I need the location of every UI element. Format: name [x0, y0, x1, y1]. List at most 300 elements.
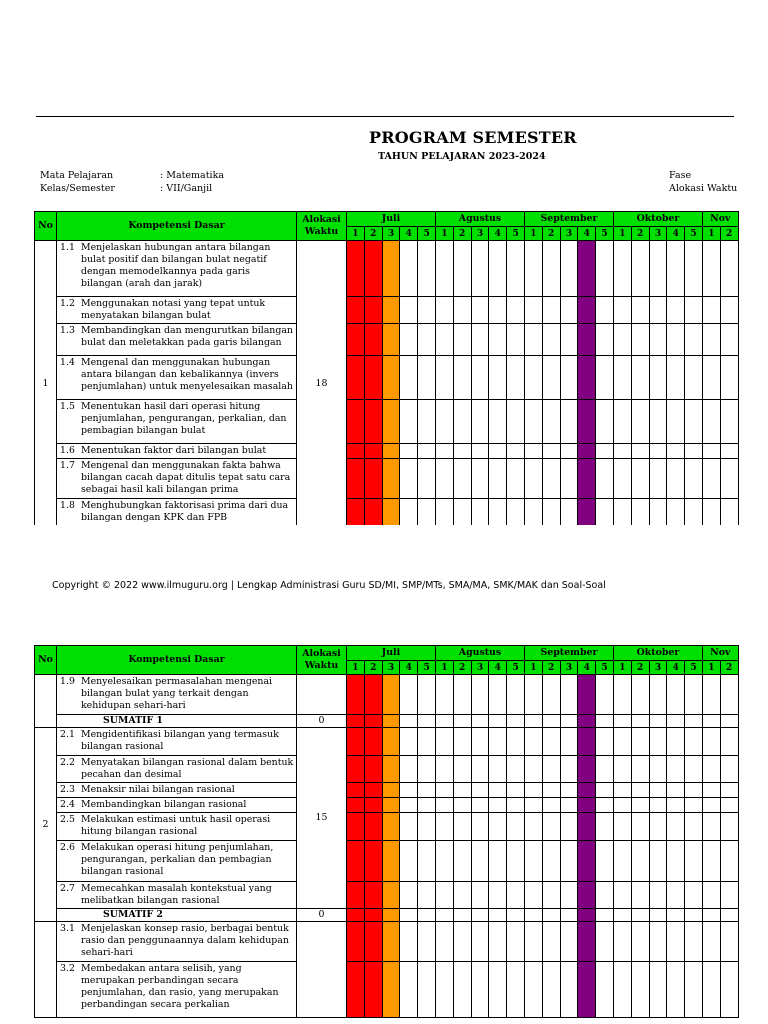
schedule-cell — [471, 324, 489, 356]
schedule-cell — [507, 444, 525, 459]
schedule-cell — [347, 675, 365, 715]
schedule-cell — [489, 756, 507, 783]
schedule-cell — [400, 841, 418, 882]
schedule-cell — [524, 675, 542, 715]
schedule-cell — [596, 798, 614, 813]
schedule-cell — [596, 909, 614, 922]
schedule-cell — [560, 728, 578, 756]
schedule-cell — [507, 715, 525, 728]
schedule-cell — [613, 841, 631, 882]
schedule-cell — [649, 922, 667, 962]
schedule-cell — [507, 297, 525, 324]
schedule-cell — [667, 798, 685, 813]
schedule-cell — [702, 841, 720, 882]
schedule-cell — [631, 882, 649, 909]
schedule-cell — [418, 444, 436, 459]
group-number-empty — [35, 675, 57, 728]
schedule-cell — [453, 798, 471, 813]
schedule-cell — [578, 728, 596, 756]
week-number: 1 — [613, 227, 631, 241]
schedule-cell — [613, 356, 631, 400]
schedule-cell — [649, 499, 667, 526]
schedule-cell — [364, 813, 382, 841]
kd-item: 2.5 Melakukan estimasi untuk hasil operasi hitung bilangan rasional — [57, 813, 297, 841]
schedule-cell — [578, 715, 596, 728]
schedule-cell — [613, 499, 631, 526]
schedule-cell — [418, 400, 436, 444]
schedule-cell — [613, 459, 631, 499]
schedule-cell — [364, 675, 382, 715]
schedule-cell — [702, 798, 720, 813]
schedule-cell — [364, 324, 382, 356]
schedule-cell — [347, 356, 365, 400]
schedule-cell — [382, 499, 400, 526]
schedule-cell — [524, 459, 542, 499]
schedule-cell — [649, 241, 667, 297]
schedule-cell — [489, 297, 507, 324]
alokasi-value: 18 — [297, 241, 347, 526]
schedule-cell — [507, 909, 525, 922]
schedule-cell — [347, 324, 365, 356]
schedule-cell — [507, 783, 525, 798]
schedule-cell — [347, 459, 365, 499]
schedule-cell — [453, 756, 471, 783]
kd-item: 2.3 Menaksir nilai bilangan rasional — [57, 783, 297, 798]
week-number: 1 — [347, 661, 365, 675]
schedule-cell — [649, 324, 667, 356]
kd-item: 1.3 Membandingkan dan mengurutkan bilangan bulat dan meletakkan pada garis bilangan — [57, 324, 297, 356]
schedule-cell — [560, 715, 578, 728]
schedule-cell — [578, 798, 596, 813]
schedule-cell — [435, 798, 453, 813]
schedule-cell — [631, 783, 649, 798]
schedule-cell — [578, 400, 596, 444]
schedule-cell — [524, 400, 542, 444]
schedule-cell — [702, 444, 720, 459]
schedule-cell — [578, 356, 596, 400]
schedule-cell — [507, 324, 525, 356]
schedule-cell — [720, 715, 738, 728]
schedule-cell — [578, 756, 596, 783]
month-juli: Juli — [347, 646, 436, 661]
schedule-cell — [453, 783, 471, 798]
schedule-cell — [418, 675, 436, 715]
schedule-cell — [524, 841, 542, 882]
schedule-cell — [667, 813, 685, 841]
schedule-cell — [596, 813, 614, 841]
schedule-cell — [524, 756, 542, 783]
schedule-cell — [542, 499, 560, 526]
kd-item: 2.2 Menyatakan bilangan rasional dalam bentuk pecahan dan desimal — [57, 756, 297, 783]
week-number: 2 — [542, 227, 560, 241]
schedule-cell — [720, 675, 738, 715]
week-number: 4 — [489, 227, 507, 241]
schedule-cell — [613, 962, 631, 1018]
schedule-cell — [489, 813, 507, 841]
schedule-cell — [418, 356, 436, 400]
schedule-cell — [685, 241, 703, 297]
schedule-cell — [631, 400, 649, 444]
month-nov: Nov — [702, 646, 738, 661]
schedule-cell — [578, 324, 596, 356]
schedule-cell — [382, 715, 400, 728]
schedule-cell — [382, 882, 400, 909]
schedule-cell — [524, 783, 542, 798]
alokasi-empty — [297, 675, 347, 715]
schedule-cell — [418, 756, 436, 783]
schedule-cell — [347, 499, 365, 526]
schedule-cell — [453, 297, 471, 324]
week-number: 5 — [685, 661, 703, 675]
schedule-cell — [685, 728, 703, 756]
schedule-cell — [596, 241, 614, 297]
week-number: 1 — [613, 661, 631, 675]
schedule-cell — [489, 241, 507, 297]
schedule-cell — [524, 324, 542, 356]
month-agustus: Agustus — [435, 646, 524, 661]
schedule-cell — [471, 297, 489, 324]
kd-item: 1.2 Menggunakan notasi yang tepat untuk menyatakan bilangan bulat — [57, 297, 297, 324]
schedule-cell — [364, 922, 382, 962]
schedule-cell — [667, 324, 685, 356]
schedule-cell — [667, 499, 685, 526]
schedule-cell — [702, 715, 720, 728]
schedule-cell — [382, 241, 400, 297]
schedule-cell — [631, 499, 649, 526]
sumatif-alokasi: 0 — [297, 715, 347, 728]
schedule-cell — [489, 909, 507, 922]
schedule-cell — [418, 909, 436, 922]
schedule-cell — [631, 728, 649, 756]
schedule-cell — [347, 882, 365, 909]
schedule-cell — [613, 324, 631, 356]
schedule-cell — [471, 499, 489, 526]
schedule-cell — [578, 444, 596, 459]
schedule-cell — [418, 499, 436, 526]
schedule-cell — [471, 841, 489, 882]
schedule-cell — [613, 400, 631, 444]
schedule-cell — [596, 783, 614, 798]
schedule-cell — [471, 756, 489, 783]
schedule-cell — [631, 813, 649, 841]
page-title: PROGRAM SEMESTER — [369, 128, 577, 147]
schedule-cell — [560, 962, 578, 1018]
schedule-cell — [382, 798, 400, 813]
schedule-cell — [667, 922, 685, 962]
schedule-cell — [453, 841, 471, 882]
month-juli: Juli — [347, 212, 436, 227]
kd-item: 2.7 Memecahkan masalah kontekstual yang melibatkan bilangan rasional — [57, 882, 297, 909]
week-number: 1 — [524, 661, 542, 675]
schedule-cell — [471, 675, 489, 715]
schedule-cell — [400, 324, 418, 356]
schedule-cell — [435, 241, 453, 297]
schedule-cell — [453, 499, 471, 526]
schedule-cell — [382, 922, 400, 962]
schedule-cell — [720, 459, 738, 499]
schedule-cell — [596, 841, 614, 882]
schedule-cell — [702, 241, 720, 297]
schedule-cell — [613, 728, 631, 756]
schedule-cell — [649, 715, 667, 728]
schedule-cell — [649, 444, 667, 459]
schedule-cell — [418, 813, 436, 841]
schedule-cell — [364, 882, 382, 909]
schedule-cell — [560, 444, 578, 459]
schedule-cell — [702, 962, 720, 1018]
schedule-cell — [489, 324, 507, 356]
schedule-cell — [435, 813, 453, 841]
schedule-cell — [578, 241, 596, 297]
col-alokasi-waktu: Alokasi Waktu — [297, 212, 347, 241]
kd-item: 1.9 Menyelesaikan permasalahan mengenai bilangan bulat yang terkait dengan kehidupan sehari-hari — [57, 675, 297, 715]
schedule-cell — [382, 356, 400, 400]
schedule-cell — [400, 813, 418, 841]
schedule-cell — [667, 241, 685, 297]
week-number: 4 — [578, 661, 596, 675]
week-number: 1 — [435, 661, 453, 675]
schedule-cell — [685, 756, 703, 783]
schedule-cell — [578, 841, 596, 882]
schedule-cell — [720, 922, 738, 962]
program-table-2 — [34, 645, 754, 1024]
week-number: 3 — [382, 661, 400, 675]
schedule-cell — [720, 841, 738, 882]
schedule-cell — [382, 813, 400, 841]
schedule-cell — [364, 444, 382, 459]
schedule-cell — [347, 783, 365, 798]
week-number: 4 — [667, 227, 685, 241]
schedule-cell — [382, 400, 400, 444]
schedule-cell — [347, 756, 365, 783]
schedule-cell — [685, 715, 703, 728]
schedule-cell — [507, 241, 525, 297]
schedule-cell — [596, 324, 614, 356]
schedule-cell — [613, 813, 631, 841]
schedule-cell — [364, 909, 382, 922]
schedule-cell — [631, 324, 649, 356]
schedule-cell — [667, 841, 685, 882]
schedule-cell — [667, 444, 685, 459]
schedule-cell — [489, 400, 507, 444]
schedule-cell — [542, 756, 560, 783]
schedule-cell — [364, 728, 382, 756]
schedule-cell — [507, 922, 525, 962]
schedule-cell — [382, 909, 400, 922]
schedule-cell — [382, 324, 400, 356]
schedule-cell — [596, 444, 614, 459]
schedule-cell — [685, 356, 703, 400]
schedule-cell — [382, 444, 400, 459]
schedule-cell — [667, 909, 685, 922]
schedule-cell — [435, 841, 453, 882]
schedule-cell — [685, 783, 703, 798]
week-number: 3 — [471, 227, 489, 241]
schedule-cell — [649, 909, 667, 922]
schedule-cell — [702, 675, 720, 715]
schedule-cell — [382, 459, 400, 499]
schedule-cell — [364, 756, 382, 783]
schedule-cell — [364, 783, 382, 798]
schedule-cell — [702, 297, 720, 324]
schedule-cell — [613, 444, 631, 459]
schedule-cell — [400, 356, 418, 400]
schedule-cell — [489, 675, 507, 715]
schedule-cell — [400, 400, 418, 444]
schedule-cell — [542, 962, 560, 1018]
schedule-cell — [364, 798, 382, 813]
schedule-cell — [435, 499, 453, 526]
schedule-cell — [578, 909, 596, 922]
month-oktober: Oktober — [613, 646, 702, 661]
schedule-cell — [560, 675, 578, 715]
schedule-cell — [418, 798, 436, 813]
schedule-cell — [471, 715, 489, 728]
schedule-cell — [613, 922, 631, 962]
schedule-cell — [400, 675, 418, 715]
schedule-cell — [560, 459, 578, 499]
schedule-cell — [667, 675, 685, 715]
schedule-cell — [364, 297, 382, 324]
schedule-cell — [560, 756, 578, 783]
week-number: 4 — [578, 227, 596, 241]
week-number: 1 — [524, 227, 542, 241]
month-september: September — [524, 212, 613, 227]
schedule-cell — [649, 728, 667, 756]
schedule-cell — [400, 909, 418, 922]
kd-item: 1.7 Mengenal dan menggunakan fakta bahwa bilangan cacah dapat ditulis tepat satu cara sebagai hasil kali bilangan prima — [57, 459, 297, 499]
schedule-cell — [631, 297, 649, 324]
schedule-cell — [578, 882, 596, 909]
week-number: 2 — [453, 227, 471, 241]
schedule-cell — [720, 356, 738, 400]
schedule-cell — [720, 241, 738, 297]
schedule-cell — [364, 241, 382, 297]
week-number: 5 — [685, 227, 703, 241]
schedule-cell — [631, 356, 649, 400]
schedule-cell — [435, 400, 453, 444]
schedule-cell — [649, 841, 667, 882]
col-kompetensi-dasar: Kompetensi Dasar — [57, 646, 297, 675]
week-number: 4 — [667, 661, 685, 675]
schedule-cell — [613, 756, 631, 783]
schedule-cell — [720, 882, 738, 909]
schedule-cell — [418, 922, 436, 962]
schedule-cell — [489, 728, 507, 756]
schedule-cell — [702, 356, 720, 400]
schedule-cell — [596, 922, 614, 962]
schedule-cell — [471, 882, 489, 909]
schedule-cell — [542, 715, 560, 728]
schedule-cell — [489, 962, 507, 1018]
schedule-cell — [382, 962, 400, 1018]
schedule-cell — [453, 356, 471, 400]
schedule-cell — [702, 459, 720, 499]
schedule-cell — [507, 499, 525, 526]
schedule-cell — [613, 675, 631, 715]
schedule-cell — [631, 241, 649, 297]
alokasi-empty — [297, 922, 347, 1018]
schedule-cell — [453, 459, 471, 499]
week-number: 3 — [382, 227, 400, 241]
week-number: 5 — [596, 227, 614, 241]
month-september: September — [524, 646, 613, 661]
week-number: 5 — [418, 661, 436, 675]
schedule-cell — [453, 728, 471, 756]
schedule-cell — [382, 675, 400, 715]
schedule-cell — [489, 499, 507, 526]
schedule-cell — [667, 783, 685, 798]
schedule-cell — [542, 241, 560, 297]
schedule-cell — [542, 324, 560, 356]
schedule-cell — [613, 297, 631, 324]
schedule-cell — [720, 400, 738, 444]
kd-item: 1.6 Menentukan faktor dari bilangan bulat — [57, 444, 297, 459]
alokasi-value: 15 — [297, 728, 347, 909]
schedule-cell — [542, 783, 560, 798]
schedule-cell — [649, 459, 667, 499]
schedule-cell — [667, 459, 685, 499]
schedule-cell — [435, 356, 453, 400]
group-number: 1 — [35, 241, 57, 526]
week-number: 3 — [560, 227, 578, 241]
schedule-cell — [720, 798, 738, 813]
week-number: 3 — [560, 661, 578, 675]
schedule-cell — [720, 324, 738, 356]
week-number: 5 — [418, 227, 436, 241]
month-nov: Nov — [702, 212, 738, 227]
schedule-cell — [631, 756, 649, 783]
schedule-cell — [382, 728, 400, 756]
week-number: 1 — [347, 227, 365, 241]
schedule-cell — [720, 783, 738, 798]
schedule-cell — [649, 400, 667, 444]
schedule-cell — [507, 882, 525, 909]
schedule-cell — [471, 909, 489, 922]
schedule-cell — [720, 909, 738, 922]
schedule-cell — [720, 499, 738, 526]
schedule-cell — [400, 728, 418, 756]
schedule-cell — [720, 728, 738, 756]
schedule-cell — [596, 400, 614, 444]
schedule-cell — [613, 798, 631, 813]
schedule-cell — [702, 813, 720, 841]
schedule-cell — [489, 356, 507, 400]
schedule-cell — [560, 356, 578, 400]
schedule-cell — [667, 962, 685, 1018]
schedule-cell — [435, 882, 453, 909]
schedule-cell — [471, 813, 489, 841]
sumatif-alokasi: 0 — [297, 909, 347, 922]
schedule-cell — [596, 459, 614, 499]
schedule-cell — [347, 798, 365, 813]
schedule-cell — [596, 356, 614, 400]
schedule-cell — [667, 728, 685, 756]
schedule-cell — [400, 798, 418, 813]
schedule-cell — [685, 459, 703, 499]
kd-item: 2.4 Membandingkan bilangan rasional — [57, 798, 297, 813]
schedule-cell — [613, 715, 631, 728]
kd-item: 2.1 Mengidentifikasi bilangan yang termasuk bilangan rasional — [57, 728, 297, 756]
week-number: 5 — [507, 661, 525, 675]
schedule-cell — [560, 400, 578, 444]
schedule-cell — [560, 798, 578, 813]
schedule-cell — [631, 444, 649, 459]
schedule-cell — [524, 909, 542, 922]
schedule-cell — [400, 922, 418, 962]
sumatif-row: SUMATIF 1 — [57, 715, 297, 728]
schedule-cell — [649, 962, 667, 1018]
